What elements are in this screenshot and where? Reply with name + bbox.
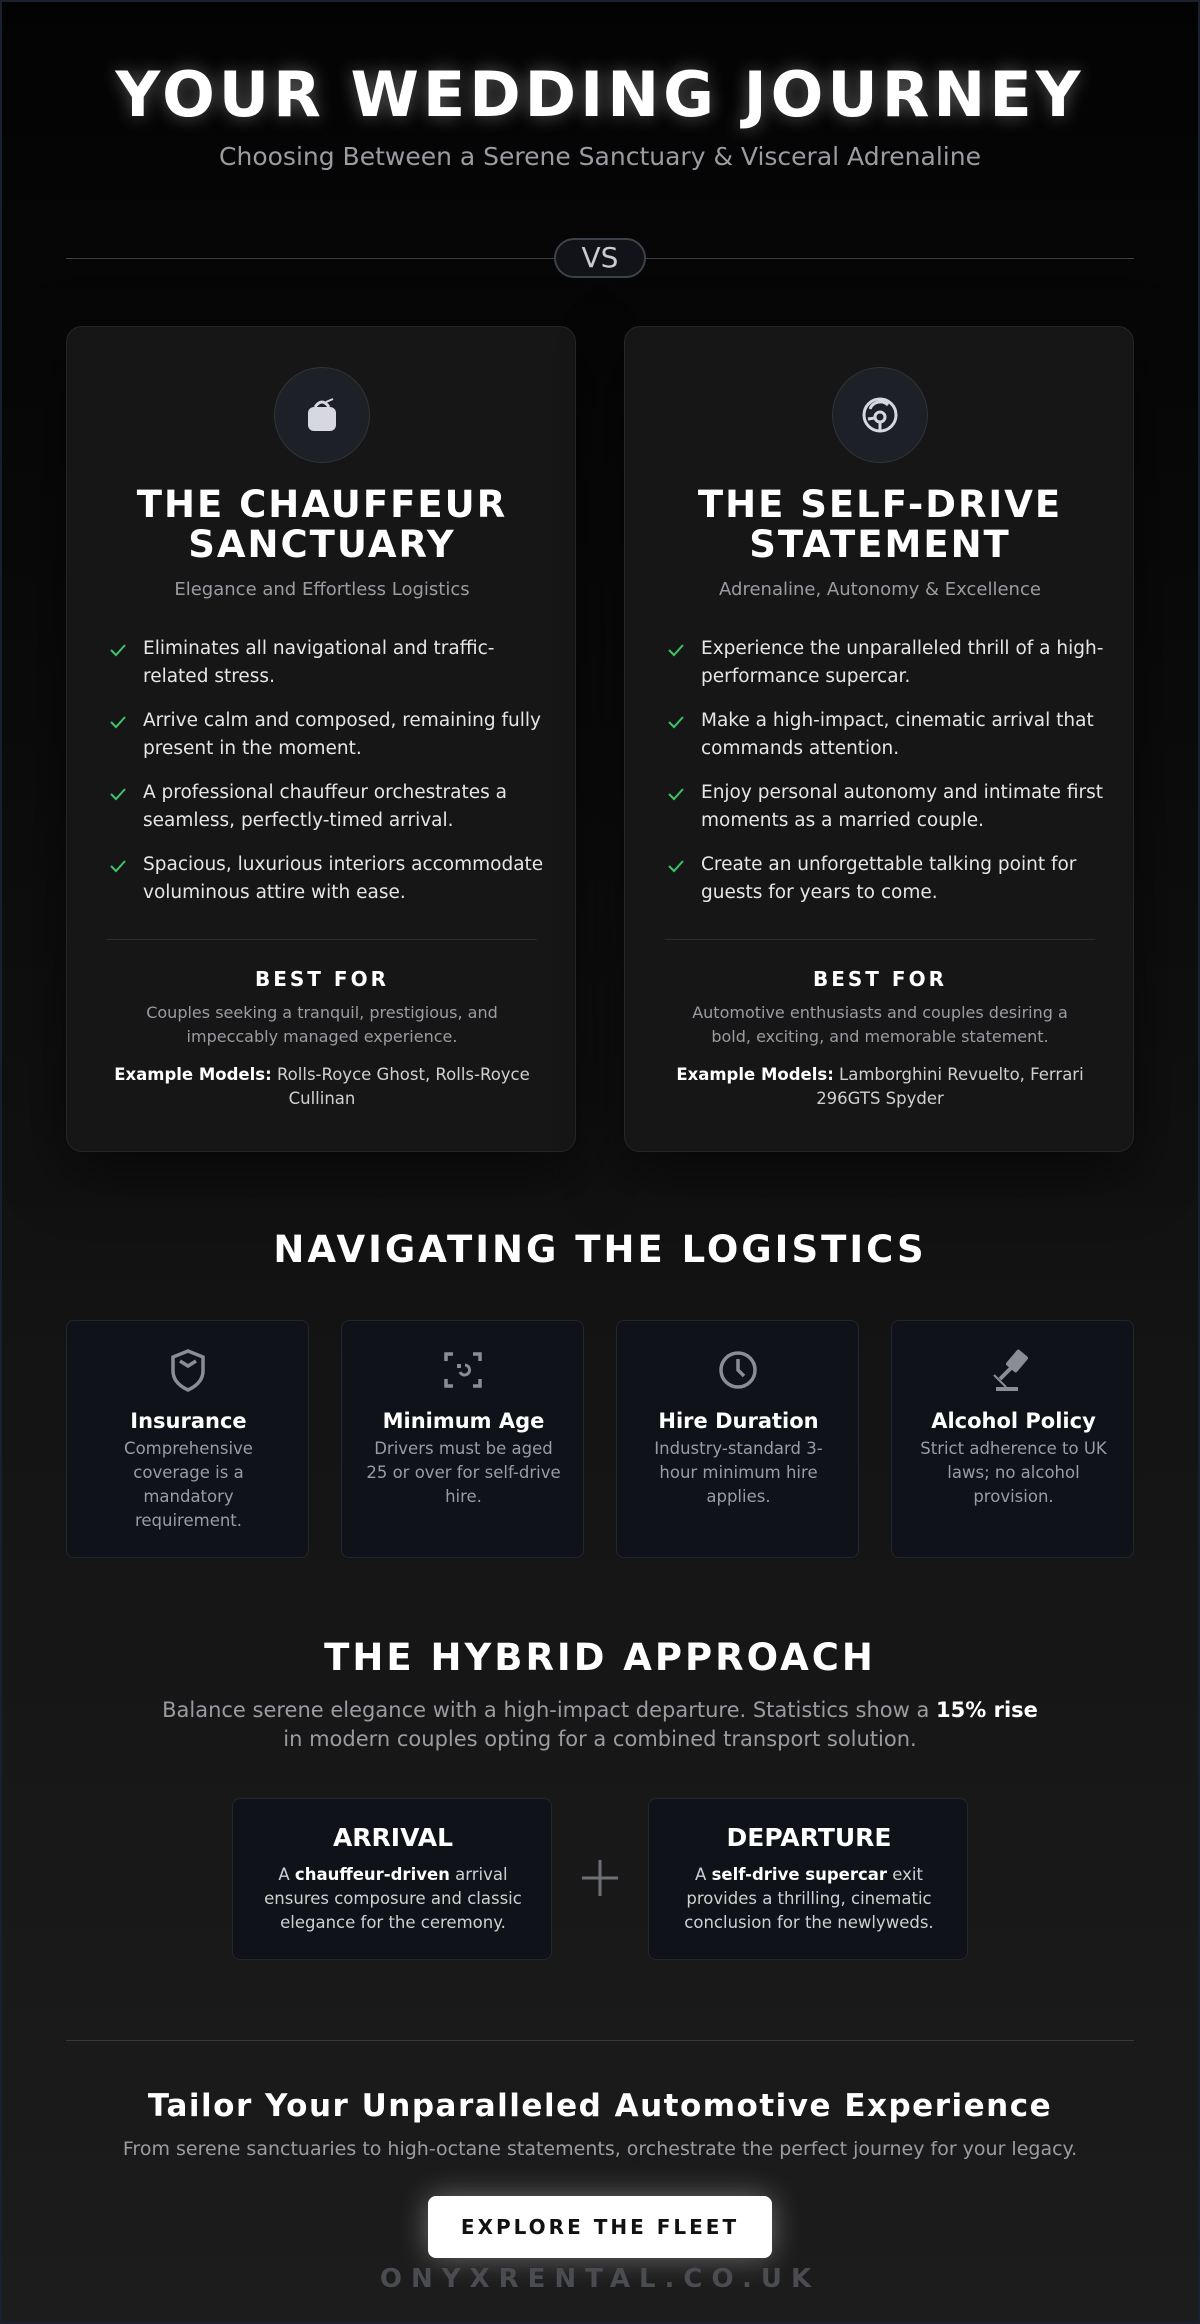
hybrid-heading: THE HYBRID APPROACH <box>324 1636 876 1679</box>
check-icon <box>665 783 687 805</box>
chauffeur-subtitle: Elegance and Effortless Logistics <box>174 579 470 600</box>
departure-card <box>648 1798 968 1960</box>
shield-icon <box>163 1345 213 1395</box>
brand-url: ONYXRENTAL.CO.UK <box>379 2264 821 2294</box>
clock-icon <box>713 1345 763 1395</box>
example-models: Example Models: Lamborghini Revuelto, Ferrari 296GTS Spyder <box>676 1065 1084 1108</box>
plus-icon <box>580 1858 620 1898</box>
logistics-card-minimum-age <box>341 1320 584 1558</box>
chauffeur-benefits-list <box>107 635 547 923</box>
check-icon <box>107 855 129 877</box>
gavel-icon <box>988 1345 1038 1395</box>
list-item: Spacious, luxurious interiors accommodate voluminous attire with ease. <box>107 851 547 907</box>
logistics-card-alcohol-policy <box>891 1320 1134 1558</box>
best-for-text: Automotive enthusiasts and couples desiring a bold, exciting, and memorable statement. <box>692 1003 1068 1046</box>
check-icon <box>665 639 687 661</box>
list-item: Enjoy personal autonomy and intimate first moments as a married couple. <box>665 779 1105 835</box>
example-models: Example Models: Rolls-Royce Ghost, Rolls-Royce Cullinan <box>114 1065 530 1108</box>
logistics-title: Minimum Age <box>382 1409 545 1433</box>
page-title: YOUR WEDDING JOURNEY <box>115 58 1085 131</box>
arrival-text: A chauffeur-driven arrival ensures composure and classic elegance for the ceremony. <box>264 1865 522 1932</box>
steering-wheel-icon <box>832 367 928 463</box>
statistic-highlight: 15% rise <box>936 1698 1038 1722</box>
check-icon <box>107 639 129 661</box>
logistics-text: Comprehensive coverage is a mandatory requirement. <box>124 1439 253 1530</box>
departure-text: A self-drive supercar exit provides a thrilling, cinematic conclusion for the newlyweds. <box>684 1865 934 1932</box>
list-item: Experience the unparalleled thrill of a high-performance supercar. <box>665 635 1105 691</box>
card-divider <box>665 939 1095 940</box>
chauffeur-title: THE CHAUFFEUR SANCTUARY <box>136 483 508 566</box>
cta-subtitle: From serene sanctuaries to high-octane statements, orchestrate the perfect journey for your legacy. <box>122 2138 1078 2160</box>
hybrid-description: Balance serene elegance with a high-impact departure. Statistics show a 15% rise in modern couples opting for a combined transport solution. <box>162 1698 1038 1751</box>
logistics-text: Drivers must be aged 25 or over for self-drive hire. <box>366 1439 561 1506</box>
list-item: A professional chauffeur orchestrates a seamless, perfectly-timed arrival. <box>107 779 547 835</box>
best-for-heading: BEST FOR <box>813 967 947 991</box>
cta-heading: Tailor Your Unparalleled Automotive Experience <box>147 2088 1053 2124</box>
arrival-title: ARRIVAL <box>332 1823 454 1852</box>
logistics-text: Industry-standard 3-hour minimum hire applies. <box>654 1439 823 1506</box>
logistics-title: Hire Duration <box>658 1409 819 1433</box>
selfdrive-benefits-list <box>665 635 1105 923</box>
list-item: Create an unforgettable talking point for guests for years to come. <box>665 851 1105 907</box>
id-scan-icon <box>438 1345 488 1395</box>
vs-badge: VS <box>554 238 646 278</box>
list-item: Eliminates all navigational and traffic-related stress. <box>107 635 547 691</box>
footer-divider <box>66 2040 1134 2041</box>
explore-fleet-button[interactable]: EXPLORE THE FLEET <box>428 2196 772 2258</box>
check-icon <box>665 711 687 733</box>
list-item: Make a high-impact, cinematic arrival that commands attention. <box>665 707 1105 763</box>
logistics-title: Insurance <box>130 1409 247 1433</box>
selfdrive-title: THE SELF-DRIVE STATEMENT <box>697 483 1063 566</box>
logistics-card-insurance <box>66 1320 309 1558</box>
list-item: Arrive calm and composed, remaining fully present in the moment. <box>107 707 547 763</box>
check-icon <box>107 711 129 733</box>
logistics-title: Alcohol Policy <box>931 1409 1096 1433</box>
page-subtitle: Choosing Between a Serene Sanctuary & Visceral Adrenaline <box>219 142 981 171</box>
departure-title: DEPARTURE <box>726 1823 892 1852</box>
logistics-text: Strict adherence to UK laws; no alcohol provision. <box>920 1439 1107 1506</box>
chauffeur-card <box>66 326 576 1152</box>
logistics-heading: NAVIGATING THE LOGISTICS <box>273 1228 927 1271</box>
selfdrive-subtitle: Adrenaline, Autonomy & Excellence <box>719 579 1041 600</box>
card-divider <box>107 939 537 940</box>
best-for-heading: BEST FOR <box>255 967 389 991</box>
check-icon <box>665 855 687 877</box>
best-for-text: Couples seeking a tranquil, prestigious, and impeccably managed experience. <box>146 1003 498 1046</box>
chauffeur-bag-icon <box>274 367 370 463</box>
check-icon <box>107 783 129 805</box>
arrival-card <box>232 1798 552 1960</box>
selfdrive-card <box>624 326 1134 1152</box>
logistics-card-hire-duration <box>616 1320 859 1558</box>
